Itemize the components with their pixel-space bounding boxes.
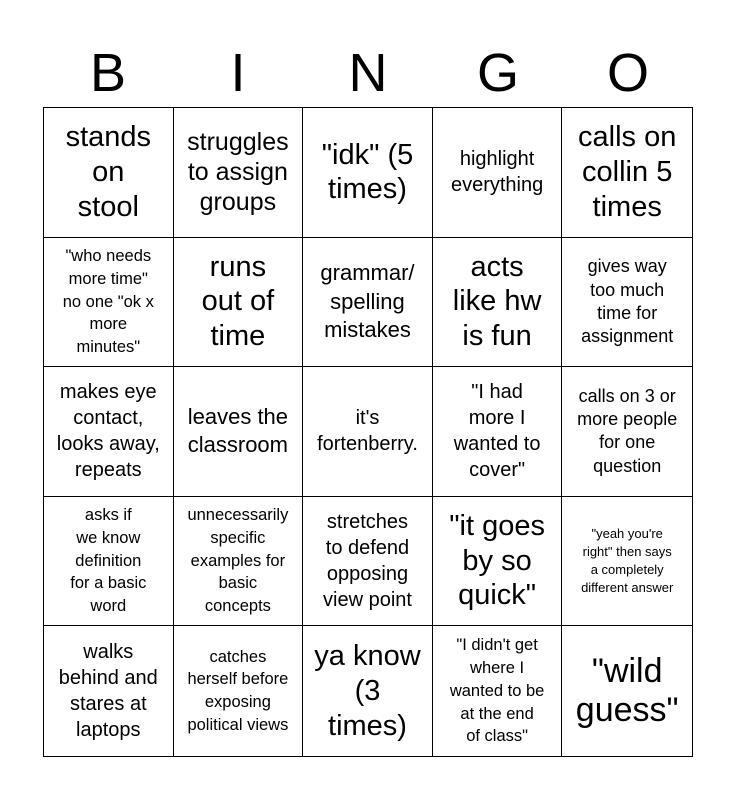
cell-text: "I didn't get where I wanted to be at the end of class" (449, 636, 545, 746)
bingo-cell-r4c2[interactable] (174, 497, 304, 627)
bingo-cell-r1c5[interactable] (562, 108, 692, 238)
header-letter-b: B (89, 43, 127, 103)
cell-text: "it goes by so quick" (449, 509, 545, 612)
bingo-cell-r3c5[interactable] (562, 367, 692, 497)
cell-text: "idk" (5 times) (321, 138, 414, 206)
bingo-cell-r1c4[interactable] (433, 108, 563, 238)
bingo-cell-r3c4[interactable] (433, 367, 563, 497)
cell-text: walks behind and stares at laptops (58, 641, 158, 742)
bingo-cell-r4c3[interactable] (303, 497, 433, 627)
header-letter-o: O (606, 43, 649, 103)
cell-text: unnecessarily specific examples for basic concepts (187, 506, 289, 616)
cell-text: calls on collin 5 times (578, 121, 677, 223)
bingo-cell-r2c1[interactable] (44, 238, 174, 368)
cell-text: struggles to assign groups (187, 128, 289, 217)
cell-text: highlight everything (450, 148, 544, 197)
cell-text: ya know (3 times) (314, 640, 421, 742)
bingo-cell-r2c4[interactable] (433, 238, 563, 368)
cell-text: gives way too much time for assignment (581, 256, 674, 347)
bingo-cell-r1c1[interactable] (44, 108, 174, 238)
cell-text: "who needs more time" no one "ok x more minutes" (62, 246, 154, 357)
cell-text: asks if we know definition for a basic word (70, 506, 147, 616)
header-letter-i: I (230, 43, 246, 103)
bingo-cell-r2c5[interactable] (562, 238, 692, 368)
bingo-cell-r1c2[interactable] (174, 108, 304, 238)
cell-text: "yeah you're right" then says a completely different answer (581, 525, 674, 596)
cell-text: stands on stool (65, 121, 152, 223)
bingo-cell-r1c3[interactable] (303, 108, 433, 238)
cell-text: "I had more I wanted to cover" (453, 381, 541, 482)
bingo-cell-r5c2[interactable] (174, 626, 304, 756)
bingo-cell-r3c3[interactable] (303, 367, 433, 497)
header-letter-n: N (348, 43, 388, 103)
bingo-header (43, 40, 693, 106)
cell-text: grammar/ spelling mistakes (320, 260, 415, 343)
cell-text: stretches to defend opposing view point (323, 511, 412, 612)
bingo-cell-r2c2[interactable] (174, 238, 304, 368)
bingo-cell-r5c5[interactable] (562, 626, 692, 756)
bingo-cell-r4c4[interactable] (433, 497, 563, 627)
bingo-board (43, 107, 693, 757)
bingo-cell-r3c1[interactable] (44, 367, 174, 497)
cell-text: makes eye contact, looks away, repeats (56, 381, 160, 482)
cell-text: leaves the classroom (187, 403, 289, 458)
bingo-cell-r5c3[interactable] (303, 626, 433, 756)
header-letter-g: G (476, 43, 519, 103)
bingo-cell-r3c2[interactable] (174, 367, 304, 497)
cell-text: catches herself before exposing political views (187, 647, 289, 734)
cell-text: acts like hw is fun (452, 250, 542, 353)
cell-text: it's fortenberry. (317, 407, 418, 456)
cell-text: calls on 3 or more people for one question (577, 385, 678, 476)
bingo-cell-r4c5[interactable] (562, 497, 692, 627)
bingo-cell-r4c1[interactable] (44, 497, 174, 627)
cell-text: "wild guess" (575, 652, 679, 730)
cell-text: runs out of time (201, 250, 275, 353)
bingo-cell-r5c4[interactable] (433, 626, 563, 756)
bingo-cell-r2c3[interactable] (303, 238, 433, 368)
bingo-cell-r5c1[interactable] (44, 626, 174, 756)
